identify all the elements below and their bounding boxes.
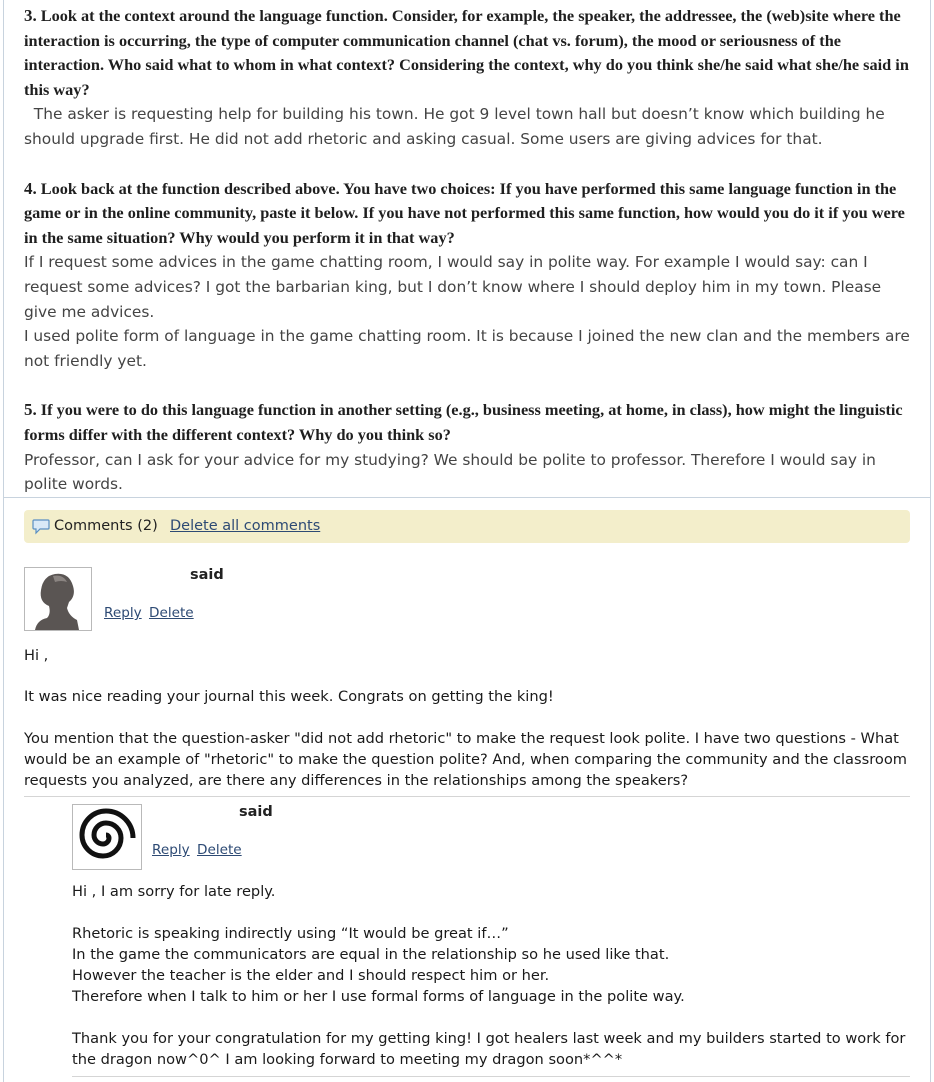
answer-4-part-2: I used polite form of language in the game chatting room. It is because I joined the new clan and the members are not friendly yet. (24, 327, 910, 370)
comment-divider (72, 1076, 910, 1077)
speech-bubble-icon (32, 519, 50, 535)
question-3: 3. Look at the context around the language function. Consider, for example, the speaker, the addressee, the (web)site where the interaction is occurring, the type of computer communication channel (chat vs. forum), the mood or seriousness of the interaction. Who said what to whom in what context? Considering the context, why do you think she/he said what she/he said in this way? (24, 6, 909, 99)
comment-line: In the game the communicators are equal in the relationship so he used like that. (72, 946, 670, 963)
comment-author-said: said (190, 567, 224, 583)
comments-bar (24, 510, 910, 543)
comment-line: Therefore when I talk to him or her I use formal forms of language in the polite way. (72, 988, 685, 1005)
comment-paragraph: You mention that the question-asker "did not add rhetoric" to make the request look polite. I have two questions - What would be an example of "rhetoric" to make the question polite? And, when comparing the community and the classroom requests you analyzed, are there any differences in the relationships among the speakers? (24, 730, 907, 789)
comments-count: Comments (2) (54, 518, 158, 534)
delete-link[interactable]: Delete (148, 605, 194, 621)
comment-paragraph: Thank you for your congratulation for my getting king! I got healers last week and my builders started to work for the dragon now^0^ I am looking forward to meeting my dragon soon*^^* (72, 1030, 906, 1068)
comment-author-said: said (239, 804, 273, 820)
answer-4-part-1: If I request some advices in the game chatting room, I would say in polite way. For example I would say: can I request some advices? I got the barbarian king, but I don’t know where I should deploy him in my town. Please give me advices. (24, 253, 882, 321)
question-4: 4. Look back at the function described above. You have two choices: If you have performed this same language function in the game or in the online community, paste it below. If you have not performed this same function, how would you do it if you were in the same situation? Why would you perform it in that way? (24, 178, 905, 247)
comment-actions (104, 605, 197, 621)
comment-line: However the teacher is the elder and I should respect him or her. (72, 967, 550, 984)
silhouette-head-icon (25, 568, 91, 630)
spiral-icon (73, 805, 141, 869)
answer-3: The asker is requesting help for building his town. He got 9 level town hall but doesn’t know which building he should upgrade first. He did not add rhetoric and asking casual. Some users are giving advices for that. (24, 105, 885, 148)
comment-paragraph: It was nice reading your journal this week. Congrats on getting the king! (24, 688, 554, 705)
avatar (72, 804, 142, 870)
comment-divider (24, 796, 910, 797)
avatar (24, 567, 92, 631)
question-5: 5. If you were to do this language function in another setting (e.g., business meeting, at home, in class), how might the linguistic forms differ with the different context? Why do you think so? (24, 400, 903, 444)
comment-greeting: Hi , I am sorry for late reply. (72, 883, 276, 900)
journal-entry (24, 0, 914, 497)
reply-link[interactable]: Reply (152, 842, 190, 858)
comment-actions (152, 842, 245, 858)
delete-all-comments-link[interactable]: Delete all comments (170, 518, 321, 534)
reply-link[interactable]: Reply (104, 605, 142, 621)
answer-5: Professor, can I ask for your advice for my studying? We should be polite to professor. Therefore I would say in polite words. (24, 450, 876, 494)
delete-link[interactable]: Delete (196, 842, 242, 858)
comment-greeting: Hi , (24, 647, 49, 664)
section-divider (4, 497, 930, 498)
comment-line: Rhetoric is speaking indirectly using “It would be great if…” (72, 925, 509, 942)
